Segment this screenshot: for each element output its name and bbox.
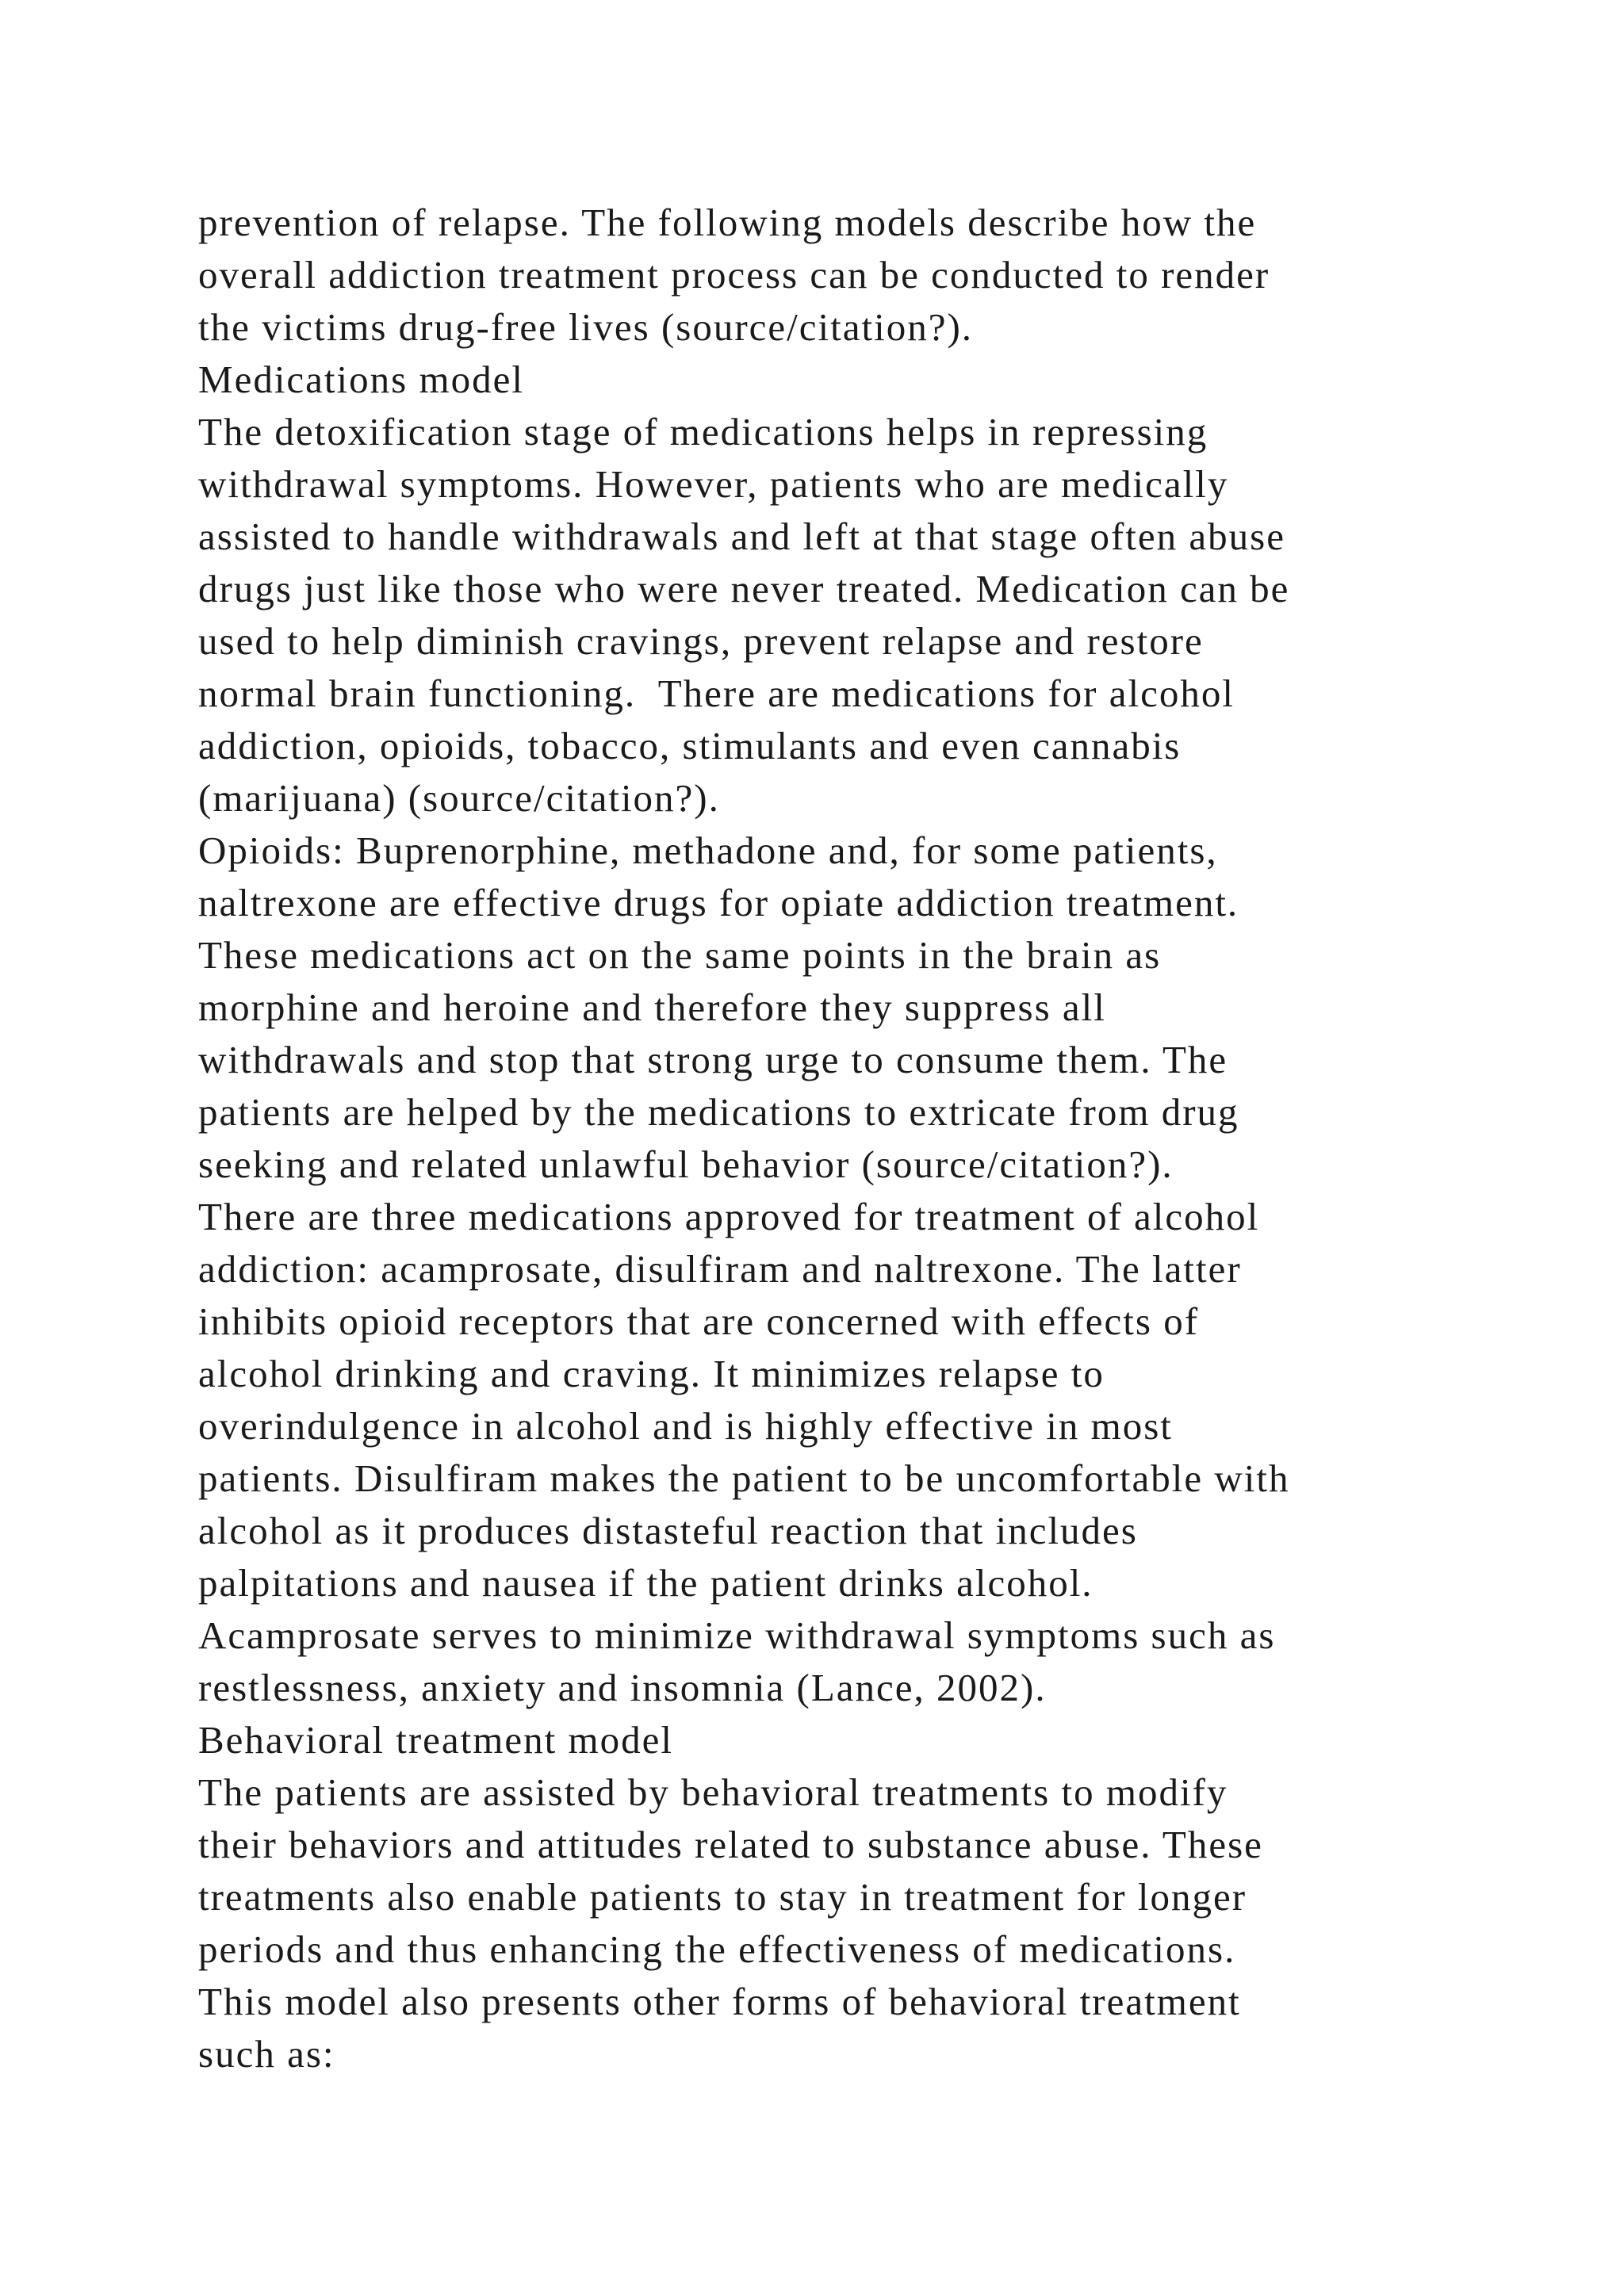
section-heading-medications-model: Medications model <box>198 358 524 401</box>
text-line: morphine and heroine and therefore they suppress all <box>198 985 1106 1029</box>
text-line: There are three medications approved for treatment of alcohol <box>198 1195 1260 1238</box>
text-line: naltrexone are effective drugs for opiate addiction treatment. <box>198 881 1239 924</box>
text-line: withdrawals and stop that strong urge to consume them. The <box>198 1038 1228 1081</box>
text-line: such as: <box>198 2032 335 2076</box>
text-line: alcohol drinking and craving. It minimizes relapse to <box>198 1352 1105 1395</box>
text-line: patients. Disulfiram makes the patient to be uncomfortable with <box>198 1456 1290 1500</box>
text-line: Acamprosate serves to minimize withdrawal symptoms such as <box>198 1613 1276 1657</box>
text-line: The detoxification stage of medications helps in repressing <box>198 410 1208 453</box>
body-text <box>198 197 1507 2080</box>
text-line: normal brain functioning. There are medications for alcohol <box>198 672 1235 715</box>
text-line: patients are helped by the medications to extricate from drug <box>198 1090 1239 1134</box>
text-line: periods and thus enhancing the effectiveness of medications. <box>198 1927 1236 1971</box>
text-line: palpitations and nausea if the patient drinks alcohol. <box>198 1561 1094 1605</box>
text-line: their behaviors and attitudes related to substance abuse. These <box>198 1823 1263 1866</box>
text-line: overindulgence in alcohol and is highly effective in most <box>198 1404 1173 1448</box>
text-line: Opioids: Buprenorphine, methadone and, for some patients, <box>198 828 1218 872</box>
text-line: assisted to handle withdrawals and left at that stage often abuse <box>198 515 1285 558</box>
text-line: withdrawal symptoms. However, patients who are medically <box>198 462 1229 506</box>
text-line: These medications act on the same points in the brain as <box>198 933 1162 977</box>
text-line: The patients are assisted by behavioral treatments to modify <box>198 1770 1228 1814</box>
text-line: used to help diminish cravings, prevent relapse and restore <box>198 619 1204 663</box>
text-line: inhibits opioid receptors that are concerned with effects of <box>198 1299 1200 1343</box>
text-line: seeking and related unlawful behavior (source/citation?). <box>198 1142 1174 1186</box>
text-line: alcohol as it produces distasteful reaction that includes <box>198 1509 1138 1552</box>
text-line: treatments also enable patients to stay in treatment for longer <box>198 1875 1247 1919</box>
text-line: addiction: acamprosate, disulfiram and naltrexone. The latter <box>198 1247 1242 1291</box>
text-line: the victims drug-free lives (source/citation?). <box>198 305 974 349</box>
text-line: restlessness, anxiety and insomnia (Lance, 2002). <box>198 1666 1047 1709</box>
text-line: drugs just like those who were never treated. Medication can be <box>198 567 1290 610</box>
text-line: (marijuana) (source/citation?). <box>198 776 720 820</box>
text-line: This model also presents other forms of behavioral treatment <box>198 1980 1241 2023</box>
section-heading-behavioral-treatment-model: Behavioral treatment model <box>198 1718 673 1762</box>
text-line: addiction, opioids, tobacco, stimulants and even cannabis <box>198 724 1182 767</box>
text-line: overall addiction treatment process can be conducted to render <box>198 253 1270 297</box>
text-line: prevention of relapse. The following models describe how the <box>198 201 1257 244</box>
